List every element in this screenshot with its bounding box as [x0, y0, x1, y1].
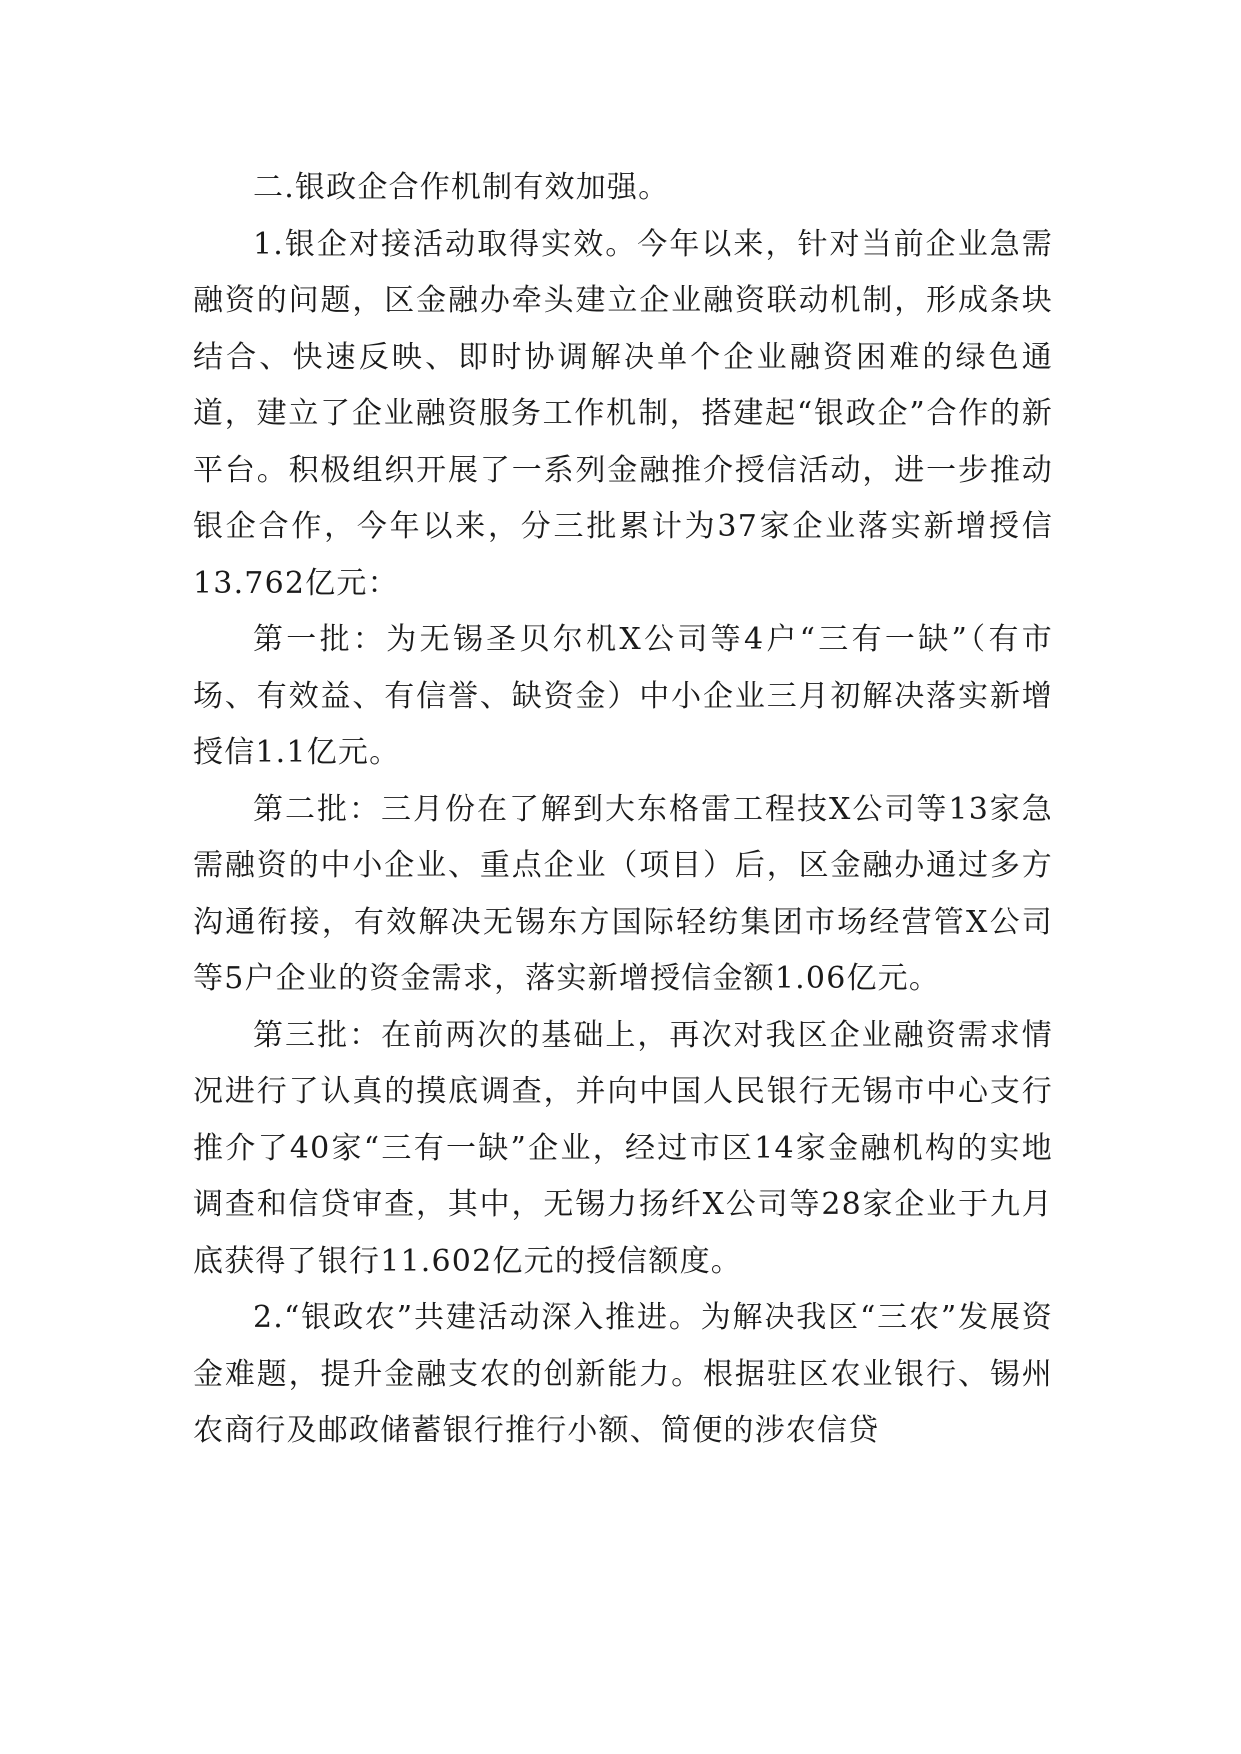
paragraph-batch-two: 第二批：三月份在了解到大东格雷工程技X公司等13家急需融资的中小企业、重点企业（项目）后，区金融办通过多方沟通衔接，有效解决无锡东方国际轻纺集团市场经营管X公司等5户企业的资金需求，落实新增授信金额1.06亿元。	[193, 791, 1053, 996]
paragraph-batch-three: 第三批：在前两次的基础上，再次对我区企业融资需求情况进行了认真的摸底调查，并向中国人民银行无锡市中心支行推介了40家“三有一缺”企业，经过市区14家金融机构的实地调查和信贷审查，其中，无锡力扬纤X公司等28家企业于九月底获得了银行11.602亿元的授信额度。	[193, 1017, 1053, 1279]
document-body	[193, 160, 1053, 1460]
paragraph-bank-government-farmer: 2.“银政农”共建活动深入推进。为解决我区“三农”发展资金难题，提升金融支农的创新能力。根据驻区农业银行、锡州农商行及邮政储蓄银行推行小额、简便的涉农信贷	[193, 1300, 1053, 1448]
paragraph-batch-one: 第一批：为无锡圣贝尔机X公司等4户“三有一缺”（有市场、有效益、有信誉、缺资金）中小企业三月初解决落实新增授信1.1亿元。	[193, 622, 1053, 770]
section-heading: 二.银政企合作机制有效加强。	[253, 170, 670, 205]
paragraph-bank-enterprise: 1.银企对接活动取得实效。今年以来，针对当前企业急需融资的问题，区金融办牵头建立企业融资联动机制，形成条块结合、快速反映、即时协调解决单个企业融资困难的绿色通道，建立了企业融资服务工作机制，搭建起“银政企”合作的新平台。积极组织开展了一系列金融推介授信活动，进一步推动银企合作，今年以来，分三批累计为37家企业落实新增授信13.762亿元：	[193, 226, 1053, 601]
